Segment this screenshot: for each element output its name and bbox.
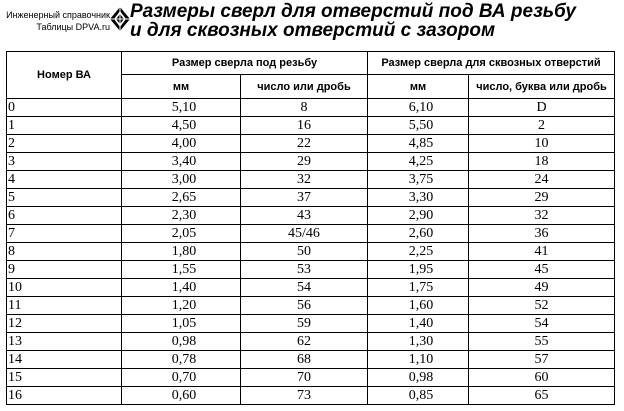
clearance-number-cell: 55 bbox=[469, 333, 615, 351]
thread-number-cell: 73 bbox=[241, 387, 368, 405]
thread-mm-cell: 2,65 bbox=[122, 189, 241, 207]
title-line-2: и для сквозных отверстий с зазором bbox=[130, 20, 496, 41]
ba-number-cell: 4 bbox=[7, 171, 122, 189]
clearance-mm-cell: 1,60 bbox=[368, 297, 469, 315]
clearance-number-cell: 65 bbox=[469, 387, 615, 405]
thread-number-cell: 43 bbox=[241, 207, 368, 225]
brand-line-1: Инженерный справочник bbox=[6, 10, 110, 20]
clearance-mm-cell: 2,25 bbox=[368, 243, 469, 261]
ba-number-cell: 15 bbox=[7, 369, 122, 387]
thread-mm-cell: 2,30 bbox=[122, 207, 241, 225]
thread-number-cell: 45/46 bbox=[241, 225, 368, 243]
table-row bbox=[7, 369, 615, 387]
ba-number-cell: 2 bbox=[7, 135, 122, 153]
drill-size-table bbox=[6, 51, 615, 405]
clearance-number-cell: 54 bbox=[469, 315, 615, 333]
brand-line-2: Таблицы DPVA.ru bbox=[36, 22, 110, 32]
clearance-mm-cell: 5,50 bbox=[368, 117, 469, 135]
thread-number-cell: 50 bbox=[241, 243, 368, 261]
clearance-mm-cell: 1,75 bbox=[368, 279, 469, 297]
table-row bbox=[7, 153, 615, 171]
thread-number-cell: 29 bbox=[241, 153, 368, 171]
thread-number-cell: 16 bbox=[241, 117, 368, 135]
thread-mm-cell: 0,98 bbox=[122, 333, 241, 351]
thread-mm-cell: 1,40 bbox=[122, 279, 241, 297]
header-clearance-number: число, буква или дробь bbox=[469, 75, 615, 99]
clearance-number-cell: 2 bbox=[469, 117, 615, 135]
ba-number-cell: 6 bbox=[7, 207, 122, 225]
table-row bbox=[7, 225, 615, 243]
clearance-number-cell: 52 bbox=[469, 297, 615, 315]
ba-number-cell: 0 bbox=[7, 99, 122, 117]
header-ba-number: Номер ВА bbox=[7, 52, 122, 99]
thread-mm-cell: 4,00 bbox=[122, 135, 241, 153]
thread-number-cell: 53 bbox=[241, 261, 368, 279]
clearance-number-cell: D bbox=[469, 99, 615, 117]
table-row bbox=[7, 351, 615, 369]
clearance-number-cell: 10 bbox=[469, 135, 615, 153]
header-thread-drill: Размер сверла под резьбу bbox=[122, 52, 368, 75]
clearance-number-cell: 45 bbox=[469, 261, 615, 279]
table-body bbox=[7, 99, 615, 405]
clearance-mm-cell: 4,85 bbox=[368, 135, 469, 153]
thread-mm-cell: 4,50 bbox=[122, 117, 241, 135]
thread-number-cell: 37 bbox=[241, 189, 368, 207]
clearance-mm-cell: 1,95 bbox=[368, 261, 469, 279]
thread-mm-cell: 3,00 bbox=[122, 171, 241, 189]
clearance-number-cell: 18 bbox=[469, 153, 615, 171]
table-row bbox=[7, 315, 615, 333]
ba-number-cell: 1 bbox=[7, 117, 122, 135]
table-row bbox=[7, 117, 615, 135]
thread-number-cell: 54 bbox=[241, 279, 368, 297]
thread-mm-cell: 0,70 bbox=[122, 369, 241, 387]
header-thread-mm: мм bbox=[122, 75, 241, 99]
thread-number-cell: 70 bbox=[241, 369, 368, 387]
header-clearance-mm: мм bbox=[368, 75, 469, 99]
clearance-mm-cell: 0,98 bbox=[368, 369, 469, 387]
table-row bbox=[7, 333, 615, 351]
clearance-mm-cell: 2,90 bbox=[368, 207, 469, 225]
thread-number-cell: 22 bbox=[241, 135, 368, 153]
table-row bbox=[7, 261, 615, 279]
thread-number-cell: 59 bbox=[241, 315, 368, 333]
table-row bbox=[7, 189, 615, 207]
header-clearance-drill: Размер сверла для сквозных отверстий bbox=[368, 52, 615, 75]
ba-number-cell: 5 bbox=[7, 189, 122, 207]
header-thread-number: число или дробь bbox=[241, 75, 368, 99]
ba-number-cell: 14 bbox=[7, 351, 122, 369]
clearance-mm-cell: 1,10 bbox=[368, 351, 469, 369]
page-title bbox=[130, 2, 576, 40]
thread-mm-cell: 1,80 bbox=[122, 243, 241, 261]
thread-number-cell: 8 bbox=[241, 99, 368, 117]
clearance-mm-cell: 0,85 bbox=[368, 387, 469, 405]
ba-number-cell: 12 bbox=[7, 315, 122, 333]
table-row bbox=[7, 387, 615, 405]
clearance-mm-cell: 3,75 bbox=[368, 171, 469, 189]
thread-number-cell: 62 bbox=[241, 333, 368, 351]
thread-number-cell: 32 bbox=[241, 171, 368, 189]
page-header bbox=[0, 0, 624, 52]
ba-number-cell: 7 bbox=[7, 225, 122, 243]
ba-number-cell: 3 bbox=[7, 153, 122, 171]
clearance-mm-cell: 3,30 bbox=[368, 189, 469, 207]
table-row bbox=[7, 279, 615, 297]
thread-number-cell: 68 bbox=[241, 351, 368, 369]
thread-mm-cell: 0,78 bbox=[122, 351, 241, 369]
brand-text bbox=[2, 9, 110, 33]
clearance-mm-cell: 6,10 bbox=[368, 99, 469, 117]
clearance-number-cell: 32 bbox=[469, 207, 615, 225]
thread-mm-cell: 0,60 bbox=[122, 387, 241, 405]
ba-number-cell: 10 bbox=[7, 279, 122, 297]
thread-mm-cell: 1,05 bbox=[122, 315, 241, 333]
clearance-number-cell: 60 bbox=[469, 369, 615, 387]
thread-mm-cell: 1,55 bbox=[122, 261, 241, 279]
thread-mm-cell: 3,40 bbox=[122, 153, 241, 171]
thread-mm-cell: 1,20 bbox=[122, 297, 241, 315]
header-row-groups bbox=[7, 52, 615, 75]
thread-mm-cell: 5,10 bbox=[122, 99, 241, 117]
ba-number-cell: 16 bbox=[7, 387, 122, 405]
table-row bbox=[7, 243, 615, 261]
thread-mm-cell: 2,05 bbox=[122, 225, 241, 243]
ba-number-cell: 8 bbox=[7, 243, 122, 261]
table-row bbox=[7, 99, 615, 117]
clearance-number-cell: 41 bbox=[469, 243, 615, 261]
ba-number-cell: 13 bbox=[7, 333, 122, 351]
ba-number-cell: 11 bbox=[7, 297, 122, 315]
clearance-mm-cell: 4,25 bbox=[368, 153, 469, 171]
clearance-number-cell: 29 bbox=[469, 189, 615, 207]
clearance-mm-cell: 1,30 bbox=[368, 333, 469, 351]
title-line-1: Размеры сверл для отверстий под ВА резьбу bbox=[130, 1, 576, 22]
clearance-mm-cell: 1,40 bbox=[368, 315, 469, 333]
table-row bbox=[7, 171, 615, 189]
table-row bbox=[7, 135, 615, 153]
thread-number-cell: 56 bbox=[241, 297, 368, 315]
clearance-number-cell: 57 bbox=[469, 351, 615, 369]
clearance-mm-cell: 2,60 bbox=[368, 225, 469, 243]
table-row bbox=[7, 207, 615, 225]
clearance-number-cell: 36 bbox=[469, 225, 615, 243]
ba-number-cell: 9 bbox=[7, 261, 122, 279]
clearance-number-cell: 24 bbox=[469, 171, 615, 189]
diamond-ornament-icon bbox=[109, 6, 131, 32]
table-row bbox=[7, 297, 615, 315]
clearance-number-cell: 49 bbox=[469, 279, 615, 297]
